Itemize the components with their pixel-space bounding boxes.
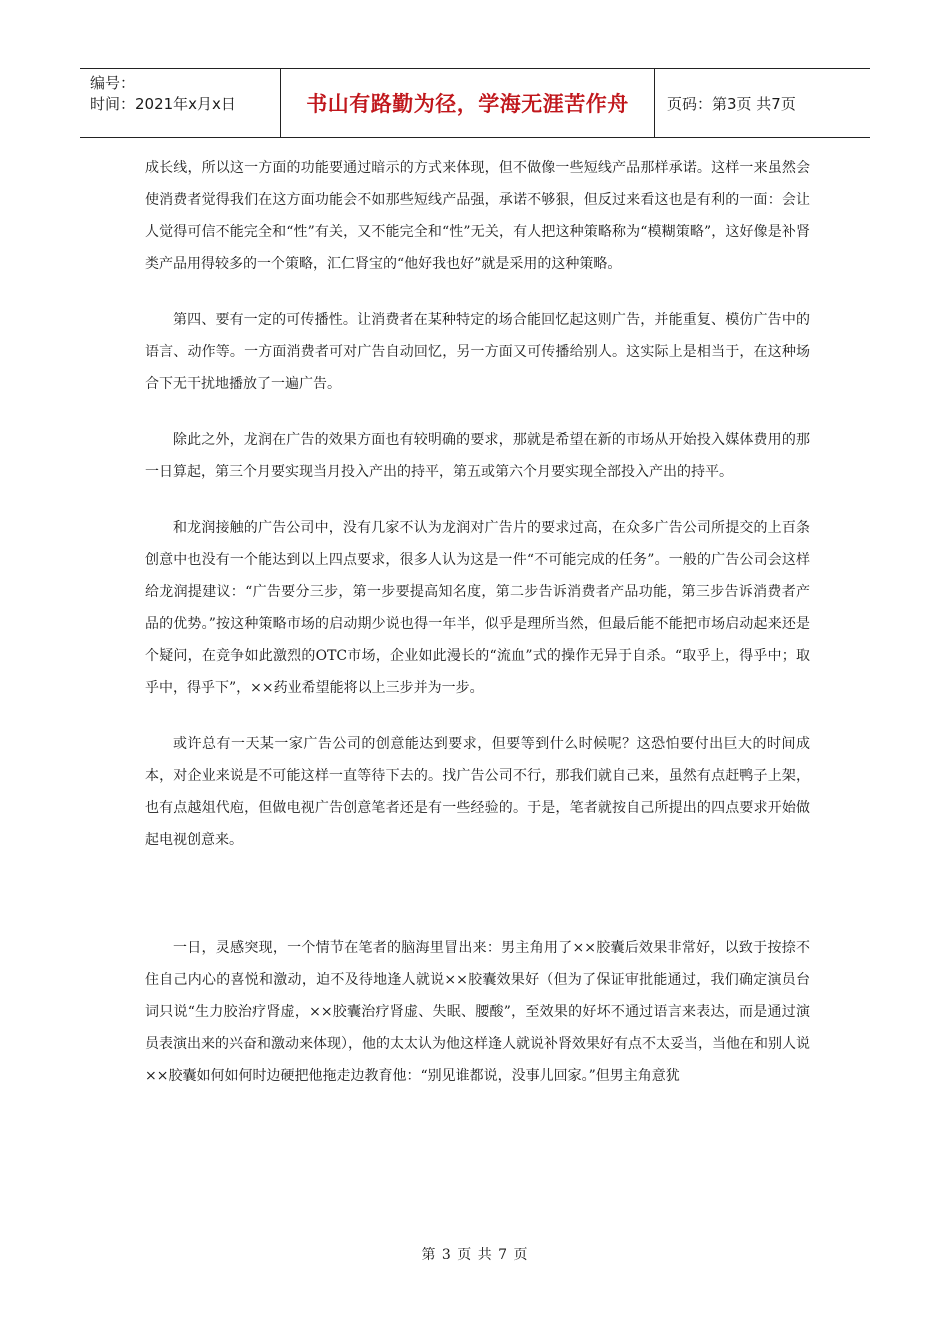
body-paragraph: 除此之外，龙润在广告的效果方面也有较明确的要求，那就是希望在新的市场从开始投入媒体费用的那一日算起，第三个月要实现当月投入产出的持平，第五或第六个月要实现全部投入产出的持平。: [145, 432, 810, 480]
body-paragraph: 和龙润接触的广告公司中，没有几家不认为龙润对广告片的要求过高，在众多广告公司所提交的上百条创意中也没有一个能达到以上四点要求，很多人认为这是一件“不可能完成的任务”。一般的广告公司会这样给龙润提建议：“广告要分三步，第一步要提高知名度，第二步告诉消费者产品功能，第三步告诉消费者产品的优势。”按这种策略市场的启动期少说也得一年半，似乎是理所当然，但最后能不能把市场启动起来还是个疑问，在竞争如此激烈的OTC市场，企业如此漫长的“流血”式的操作无异于自杀。“取乎上，得乎中；取乎中，得乎下”，××药业希望能将以上三步并为一步。: [145, 520, 810, 696]
page-header: [80, 68, 870, 138]
body-paragraph: 成长线，所以这一方面的功能要通过暗示的方式来体现，但不做像一些短线产品那样承诺。这样一来虽然会使消费者觉得我们在这方面功能会不如那些短线产品强，承诺不够狠，但反过来看这也是有利的一面：会让人觉得可信不能完全和“性”有关，又不能完全和“性”无关，有人把这种策略称为“模糊策略”，这好像是补肾类产品用得较多的一个策略，汇仁肾宝的“他好我也好”就是采用的这种策略。: [145, 160, 810, 272]
header-motto: 书山有路勤为径，学海无涯苦作舟: [281, 69, 655, 137]
document-date-label: 时间：2021年x月x日: [90, 95, 236, 113]
page-footer: 第 3 页 共 7 页: [421, 1247, 529, 1263]
document-number-label: 编号：: [90, 74, 136, 92]
header-meta: [80, 69, 281, 137]
header-page-label: 页码：第3页 共7页: [667, 94, 796, 113]
body-paragraph: 或许总有一天某一家广告公司的创意能达到要求，但要等到什么时候呢？这恐怕要付出巨大的时间成本，对企业来说是不可能这样一直等待下去的。找广告公司不行，那我们就自己来，虽然有点赶鸭子上架，也有点越俎代庖，但做电视广告创意笔者还是有一些经验的。于是，笔者就按自己所提出的四点要求开始做起电视创意来。: [145, 736, 810, 848]
document-body: [145, 152, 810, 1092]
body-paragraph: 第四、要有一定的可传播性。让消费者在某种特定的场合能回忆起这则广告，并能重复、模仿广告中的语言、动作等。一方面消费者可对广告自动回忆，另一方面又可传播给别人。这实际上是相当于，在这种场合下无干扰地播放了一遍广告。: [145, 312, 810, 392]
body-paragraph: 一日，灵感突现，一个情节在笔者的脑海里冒出来：男主角用了××胶囊后效果非常好，以致于按捺不住自己内心的喜悦和激动，迫不及待地逢人就说××胶囊效果好（但为了保证审批能通过，我们确定演员台词只说“生力胶治疗肾虚，××胶囊治疗肾虚、失眠、腰酸”，至效果的好坏不通过语言来表达，而是通过演员表演出来的兴奋和激动来体现），他的太太认为他这样逢人就说补肾效果好有点不太妥当，当他在和别人说××胶囊如何如何时边硬把他拖走边教育他：“别见谁都说，没事儿回家。”但男主角意犹: [145, 940, 810, 1084]
